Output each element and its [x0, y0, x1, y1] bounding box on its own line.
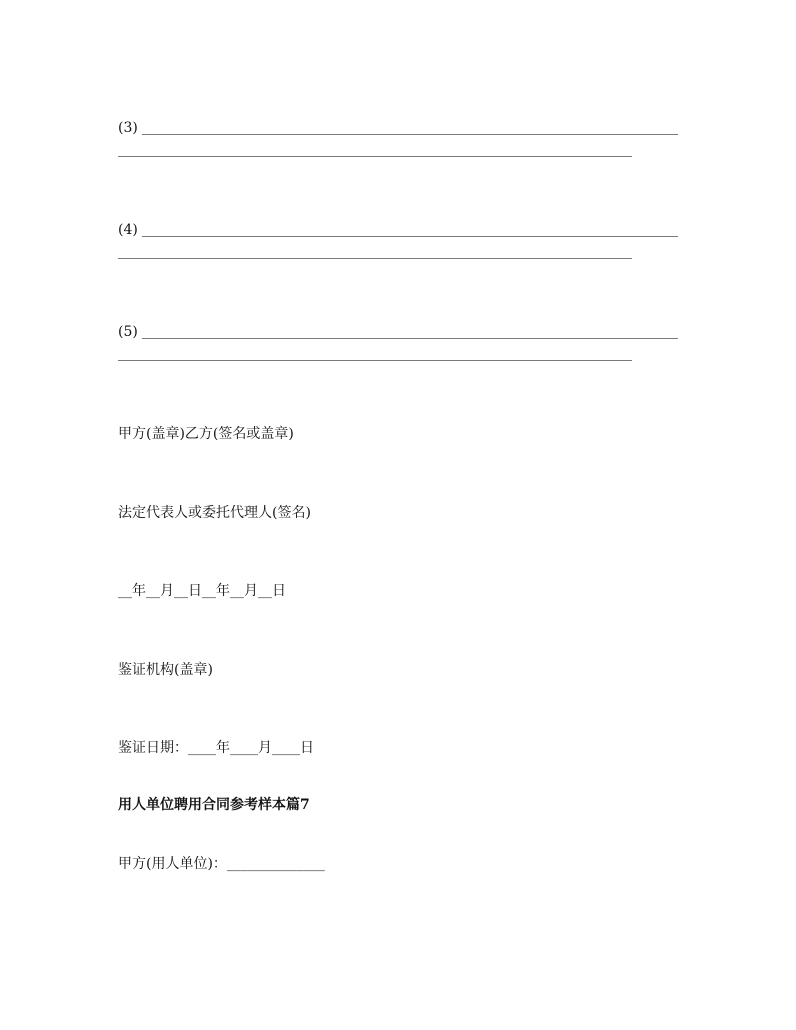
clause-number-3: (3) — [118, 120, 138, 136]
blank-line-4a — [142, 236, 678, 237]
blank-line-3a — [142, 134, 678, 135]
signature-representative: 法定代表人或委托代理人(签名) — [118, 505, 311, 521]
clause-number-5: (5) — [118, 324, 138, 340]
blank-line-5b — [118, 360, 632, 361]
blank-line-5a — [142, 338, 678, 339]
signature-date: __年__月__日__年__月__日 — [118, 583, 286, 599]
clause-number-4: (4) — [118, 222, 138, 238]
blank-line-4b — [118, 258, 632, 259]
section-title: 用人单位聘用合同参考样本篇7 — [118, 797, 310, 813]
blank-line-3b — [118, 156, 632, 157]
signature-parties: 甲方(盖章)乙方(签名或盖章) — [118, 426, 294, 442]
verification-org: 鉴证机构(盖章) — [118, 662, 213, 678]
verification-date: 鉴证日期：____年____月____日 — [118, 740, 314, 756]
party-a-field: 甲方(用人单位)：______________ — [118, 856, 325, 872]
